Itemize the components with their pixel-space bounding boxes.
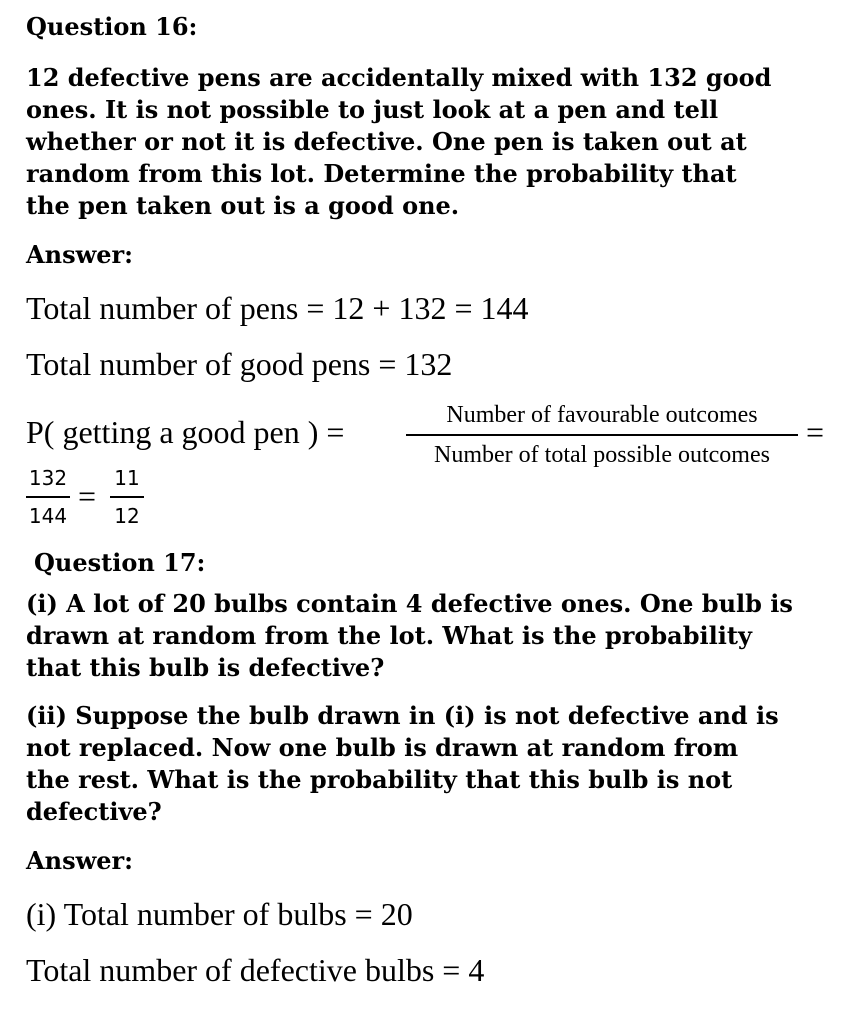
total-bulbs-equation: (i) Total number of bulbs = 20 bbox=[26, 896, 413, 932]
defective-bulbs-equation: Total number of defective bulbs = 4 bbox=[26, 952, 485, 988]
question-17-line: (ii) Suppose the bulb drawn in (i) is not defective and is bbox=[26, 701, 779, 730]
question-17-heading: Question 17: bbox=[34, 548, 206, 577]
question-16-line: the pen taken out is a good one. bbox=[26, 191, 460, 220]
equals-sign: = bbox=[806, 414, 825, 450]
question-17-line: the rest. What is the probability that this bulb is not bbox=[26, 765, 733, 794]
question-17-part-1 bbox=[26, 588, 846, 684]
good-pens-equation: Total number of good pens = 132 bbox=[26, 346, 453, 382]
equals-sign: = bbox=[78, 478, 97, 514]
question-16-line: random from this lot. Determine the probability that bbox=[26, 159, 737, 188]
question-17-part-2 bbox=[26, 700, 846, 828]
answer-17-label: Answer: bbox=[26, 846, 134, 875]
question-17-line: that this bulb is defective? bbox=[26, 653, 385, 682]
fraction-132-144 bbox=[26, 466, 70, 528]
fraction-denominator: 12 bbox=[114, 504, 140, 528]
probability-lhs: P( getting a good pen ) = bbox=[26, 414, 345, 450]
question-17-line: drawn at random from the lot. What is the probability bbox=[26, 621, 752, 650]
question-17-line: (i) A lot of 20 bulbs contain 4 defective ones. One bulb is bbox=[26, 589, 793, 618]
probability-formula-fraction bbox=[406, 400, 798, 470]
fraction-denominator: 144 bbox=[28, 504, 68, 528]
fraction-11-12 bbox=[110, 466, 144, 528]
fraction-numerator: Number of favourable outcomes bbox=[446, 402, 758, 428]
question-16-line: ones. It is not possible to just look at a pen and tell bbox=[26, 95, 719, 124]
question-17-line: not replaced. Now one bulb is drawn at random from bbox=[26, 733, 739, 762]
question-17-line: defective? bbox=[26, 797, 162, 826]
fraction-numerator: 11 bbox=[114, 466, 140, 490]
total-pens-equation: Total number of pens = 12 + 132 = 144 bbox=[26, 290, 529, 326]
answer-16-label: Answer: bbox=[26, 240, 134, 269]
fraction-numerator: 132 bbox=[28, 466, 68, 490]
question-16-line: whether or not it is defective. One pen is taken out at bbox=[26, 127, 747, 156]
fraction-denominator: Number of total possible outcomes bbox=[434, 442, 770, 468]
question-16-line: 12 defective pens are accidentally mixed with 132 good bbox=[26, 63, 772, 92]
question-16-heading: Question 16: bbox=[26, 12, 198, 41]
question-16-text bbox=[26, 62, 846, 222]
